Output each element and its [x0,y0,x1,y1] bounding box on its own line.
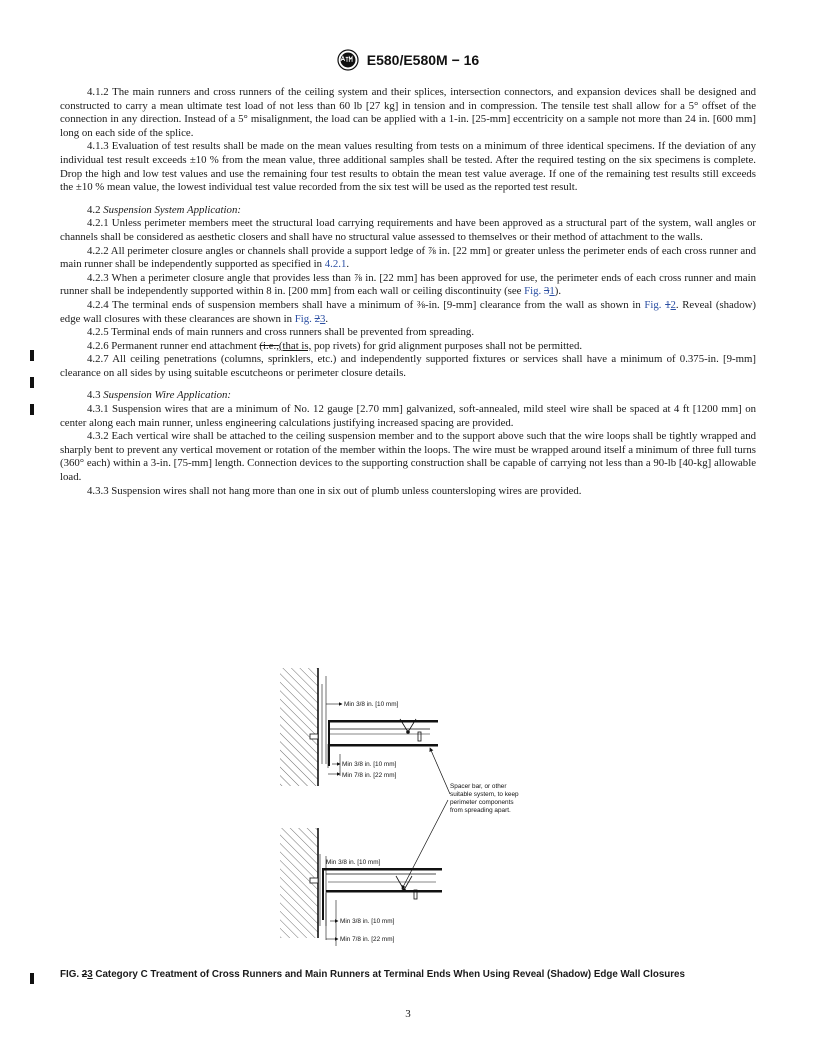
page-header [0,48,816,72]
dimension-label: Min 7/8 in. [22 mm] [342,772,397,779]
figure-link[interactable]: Fig. 23 [294,312,326,325]
figure-link[interactable]: Fig. 12 [644,298,676,311]
figure-3-drawing [270,664,570,954]
paragraph-4-1-3: 4.1.3 Evaluation of test results shall be made on the mean values resulting from tests on a minimum of three identical specimens. If the deviation of any individual test result exceeds ±10 % from the mean value, three additional samples shall be tested. After the required testing on the six specimens is complete. Drop the high and low test values and use the remaining four test results to obtain the mean test value average. If one of the remaining test results still exceeds the ±10 % mean value, the lowest individual test value recorded from the six test will be used as the reported test result. [60,140,756,194]
paragraph-4-2-7: 4.2.7 All ceiling penetrations (columns, sprinklers, etc.) and independently supported fixtures or services shall have a minimum of 0.375-in. [9-mm] clearance on all sides by using suitable escutcheons or perimeter closure details. [60,353,756,379]
paragraph-4-2-5: 4.2.5 Terminal ends of main runners and cross runners shall be prevented from spreading. [87,326,475,339]
dimension-label: Min 3/8 in. [10 mm] [344,701,399,708]
svg-text:Spacer bar, or other: Spacer bar, or other [450,783,507,790]
paragraph-4-3-1: 4.3.1 Suspension wires that are a minimum of No. 12 gauge [2.70 mm] galvanized, soft-annealed, mild steel wire shall be spaced at 4 ft [1200 mm] on center along each main runner, unless engineering calculations justifying increased spacing are provided. [60,403,756,429]
bottom-detail [280,828,442,946]
paragraph-4-2-4: 4.2.4 The terminal ends of suspension members shall have a minimum of ⅜-in. [9-mm] clearance from the wall as shown in Fig. 12. Reveal (shadow) edge wall closures with these clearances are shown in Fig. 23. [60,298,756,325]
section-link[interactable]: 4.2.1 [324,258,347,271]
astm-logo-icon [337,49,359,71]
section-4-2-heading: 4.2 Suspension System Application: [87,203,241,216]
paragraph-4-3-2: 4.3.2 Each vertical wire shall be attached to the ceiling suspension member and to the support above such that the wire loops shall be tightly wrapped and sharply bent to prevent any vertical movement or rotation of the member within the loops. The wire must be wrapped around itself a minimum of three full turns (360° each) within a 3-in. [75-mm] length. Connection devices to the supporting construction shall be capable of carrying not less than a 90-lb [40-kg] allowable load. [60,430,756,484]
paragraph-4-2-1: 4.2.1 Unless perimeter members meet the structural load carrying requirements and have been approved as a structural part of the system, wall angles or channels shall be considered as aesthetic closers and shall have no structural value assessed to themselves or their method of attachment to the walls. [60,217,756,243]
spacer-note [402,748,519,889]
paragraph-4-1-2: 4.1.2 The main runners and cross runners of the ceiling system and their splices, intersection connectors, and expansion devices shall be designed and constructed to carry a mean ultimate test load of not less than 60 lb [27 kg] in tension and in compression. The tensile test shall allow for a 5° offset of the connection in any direction. Instead of a 5° misalignment, the load can be applied with a 1-in. [25-mm] eccentricity on a sample not more than 24 in. [600 mm] long on each side of the splice. [60,86,756,139]
page-number: 3 [405,1008,411,1020]
dimension-label: Min 3/8 in. [10 mm] [326,859,381,866]
dimension-label: Min 7/8 in. [22 mm] [340,936,395,943]
dimension-label: Min 3/8 in. [10 mm] [342,761,397,768]
revision-bar [30,404,34,415]
svg-text:from spreading apart.: from spreading apart. [450,807,511,814]
figure-link[interactable]: Fig. 31 [524,285,555,298]
paragraph-4-3-3: 4.3.3 Suspension wires shall not hang more than one in six out of plumb unless countersloping wires are provided. [87,484,582,497]
section-4-3-heading: 4.3 Suspension Wire Application: [87,389,231,402]
paragraph-4-2-6: 4.2.6 Permanent runner end attachment (i.e.,(that is, pop rivets) for grid alignment purposes shall not be permitted. [87,339,583,352]
svg-text:perimeter components: perimeter components [450,799,514,806]
revision-bar [30,973,34,984]
figure-caption: FIG. 23 Category C Treatment of Cross Runners and Main Runners at Terminal Ends When Using Reveal (Shadow) Edge Wall Closures [60,969,685,980]
document-body [60,86,756,498]
revision-bar [30,350,34,361]
revision-bar [30,377,34,388]
paragraph-4-2-2: 4.2.2 All perimeter closure angles or channels shall provide a support ledge of ⅞ in. [22 mm] or greater unless the perimeter ends of each cross runner and main runner shall be independently supported as specified in 4.2.1. [60,244,756,271]
paragraph-4-2-3: 4.2.3 When a perimeter closure angle that provides less than ⅞ in. [22 mm] has been approved for use, the perimeter ends of each cross runner and main runner shall be independently supported within 8 in. [200 mm] from each wall or ceiling discontinuity (see Fig. 31). [60,271,756,298]
top-detail [280,668,438,786]
standard-designation: E580/E580M − 16 [366,52,480,68]
dimension-label: Min 3/8 in. [10 mm] [340,918,395,925]
svg-text:suitable system, to keep: suitable system, to keep [450,791,519,798]
